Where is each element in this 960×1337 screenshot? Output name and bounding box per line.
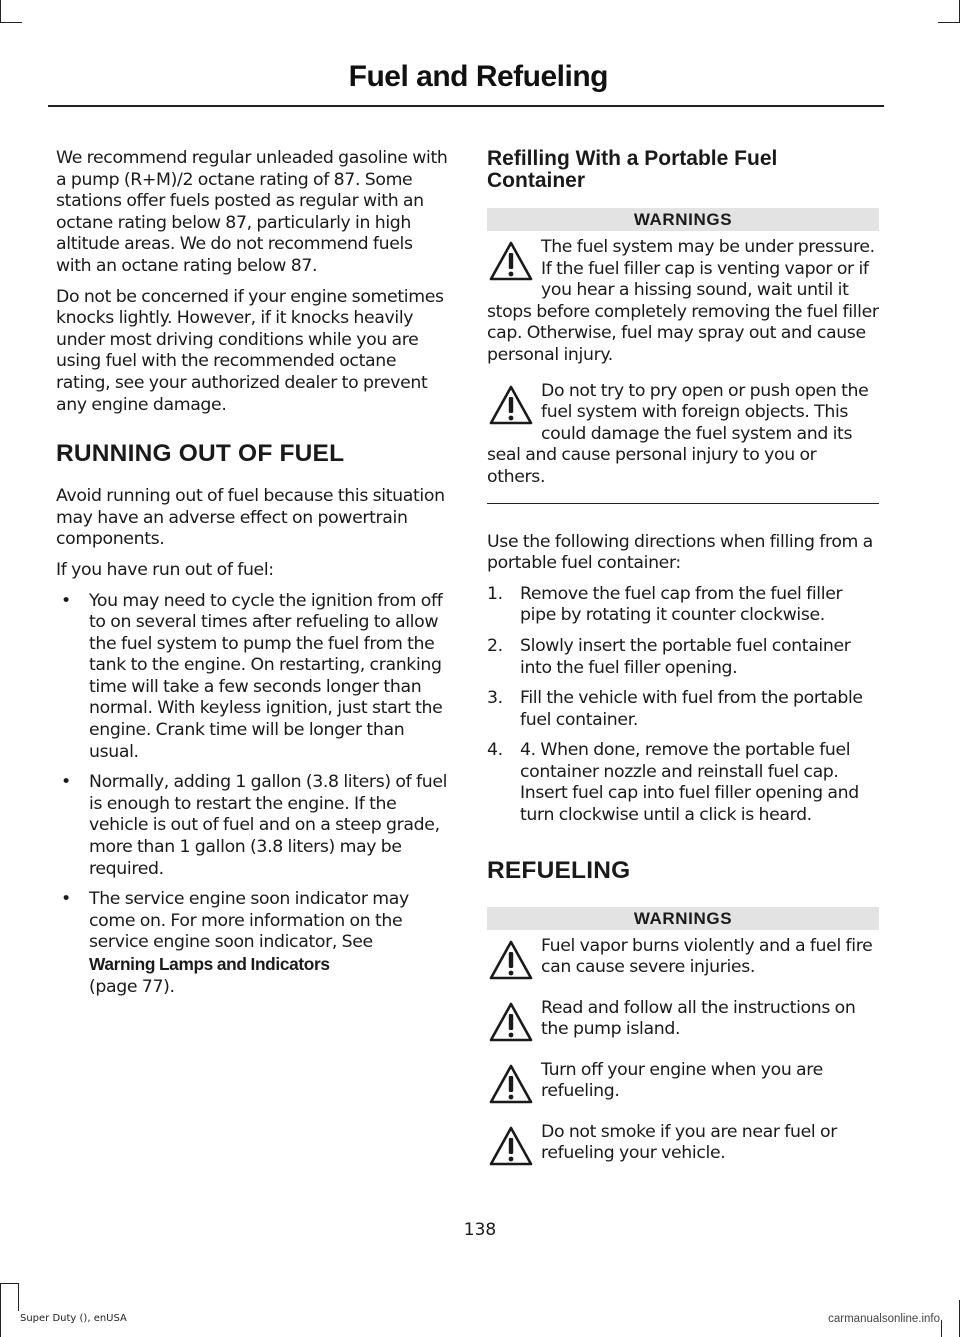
list-item-text: Normally, adding 1 gallon (3.8 liters) of fuel is enough to restart the engine. If the vehicle is out of fuel and on a steep grade, more than 1 gallon (3.8 liters) may be required. [89, 772, 448, 879]
list-item [56, 772, 448, 880]
warning-text: Turn off your engine when you are refueling. [541, 1059, 823, 1102]
list-item [487, 584, 879, 627]
step-number: 1. [487, 583, 503, 604]
list-item [487, 740, 879, 826]
portable-container-steps [487, 584, 879, 827]
bullet-marker: • [61, 889, 71, 910]
run-out-bullet-list [56, 591, 448, 999]
footer-text: Super Duty (), enUSA [20, 1313, 127, 1324]
list-item-text: You may need to cycle the ignition from off to on several times after refueling to allow the fuel system to pump the fuel from the tank to the engine. On restarting, cranking time will take a few seconds longer than normal. With keyless ignition, just start the engine. Crank time will be longer than usual. [89, 590, 443, 762]
warning-item [487, 1122, 879, 1170]
warning-text: Fuel vapor burns violently and a fuel fire can cause severe injuries. [541, 935, 873, 978]
bullet-marker: • [61, 772, 71, 793]
section-heading-portable-container: Refilling With a Portable Fuel Container [487, 147, 778, 192]
warning-item [487, 1060, 879, 1108]
warning-item [487, 381, 879, 489]
header-rule [48, 105, 884, 107]
warning-triangle-icon [487, 938, 535, 984]
page-header-title: Fuel and Refueling [348, 60, 608, 93]
warning-triangle-icon [487, 239, 535, 285]
step-text: Remove the fuel cap from the fuel filler pipe by rotating it counter clockwise. [520, 583, 843, 626]
step-text: Fill the vehicle with fuel from the portable fuel container. [520, 688, 863, 730]
list-item [56, 889, 448, 998]
warnings-header: WARNINGS [487, 907, 879, 930]
warning-text: Do not try to pry open or push open the fuel system with foreign objects. This could damage the fuel system and its seal and cause personal injury to you or others. [487, 380, 869, 487]
warning-item [487, 998, 879, 1046]
crop-mark [938, 22, 960, 23]
list-item [487, 636, 879, 679]
cross-reference-link[interactable]: Warning Lamps and Indicators [89, 954, 330, 974]
crop-mark [0, 0, 1, 22]
warning-item [487, 936, 879, 984]
warning-text: The fuel system may be under pressure. If the fuel filler cap is venting vapor or if you hear a hissing sound, wait until it stops before completely removing the fuel filler cap. Otherwise, fuel may spray out and cause personal injury. [487, 237, 879, 365]
warnings-header: WARNINGS [487, 208, 879, 231]
cross-reference-page: (page 77). [89, 976, 175, 997]
section-heading-refueling: REFUELING [487, 856, 631, 884]
warning-triangle-icon [487, 1124, 535, 1170]
crop-mark [0, 1283, 18, 1284]
crop-mark [941, 1320, 942, 1337]
list-item [56, 591, 448, 764]
step-text: 4. When done, remove the portable fuel container nozzle and reinstall fuel cap. Insert fuel cap into fuel filler opening and turn clockwise until a click is heard. [520, 740, 859, 826]
list-item [487, 688, 879, 731]
list-item-text: The service engine soon indicator may come on. For more information on the service engine soon indicator, See [89, 889, 409, 953]
section-heading-running-out-of-fuel: RUNNING OUT OF FUEL [56, 440, 345, 468]
avoid-running-out-paragraph: Avoid running out of fuel because this situation may have an adverse effect on powertrain components. [56, 486, 445, 550]
crop-mark [18, 1283, 19, 1311]
warning-triangle-icon [487, 1062, 535, 1108]
portable-container-intro: Use the following directions when filling from a portable fuel container: [487, 531, 873, 574]
warning-triangle-icon [487, 383, 535, 429]
step-number: 3. [487, 688, 503, 709]
right-column [487, 148, 879, 1184]
warning-triangle-icon [487, 1000, 535, 1046]
step-text: Slowly insert the portable fuel container into the fuel filler opening. [520, 635, 851, 678]
step-number: 4. [487, 740, 503, 761]
left-column [56, 148, 448, 1007]
watermark[interactable]: carmanualsonline.info [828, 1313, 940, 1325]
crop-mark [0, 1283, 1, 1337]
octane-recommendation-paragraph: We recommend regular unleaded gasoline with a pump (R+M)/2 octane rating of 87. Some stations offer fuels posted as regular with an octane rating below 87, particularly in high altitude areas. We do not recommend fuels with an octane rating below 87. [56, 148, 448, 276]
page-number: 138 [463, 1220, 497, 1240]
engine-knock-paragraph: Do not be concerned if your engine sometimes knocks lightly. However, if it knocks heavily under most driving conditions while you are using fuel with the recommended octane rating, see your authorized dealer to prevent any engine damage. [56, 286, 444, 415]
warning-text: Do not smoke if you are near fuel or refueling your vehicle. [541, 1121, 837, 1164]
warnings-end-rule [487, 503, 879, 504]
warning-item [487, 237, 879, 367]
if-run-out-paragraph: If you have run out of fuel: [56, 559, 274, 580]
crop-mark [0, 22, 22, 23]
warning-text: Read and follow all the instructions on the pump island. [541, 997, 856, 1040]
bullet-marker: • [61, 590, 71, 611]
step-number: 2. [487, 635, 503, 656]
